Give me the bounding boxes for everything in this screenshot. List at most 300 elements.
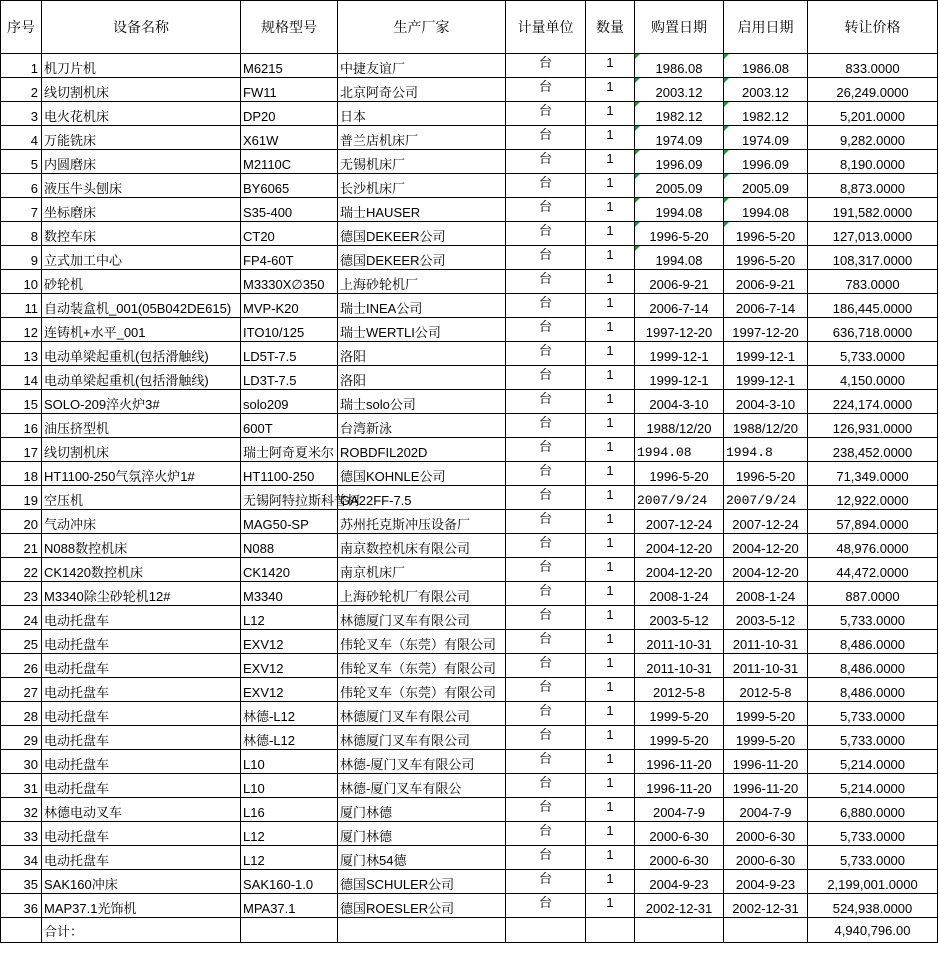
purchase-date-cell[interactable]: 2000-6-30 (635, 822, 724, 846)
purchase-date-cell[interactable]: 2011-10-31 (635, 630, 724, 654)
purchase-date-cell[interactable]: 1996-5-20 (635, 222, 724, 246)
row-index-cell[interactable]: 30 (1, 750, 42, 774)
unit-cell[interactable]: 台 (506, 750, 586, 774)
header-transfer-price[interactable]: 转让价格 (808, 1, 938, 54)
row-index-cell[interactable]: 2 (1, 78, 42, 102)
equipment-name-cell[interactable]: 万能铣床 (42, 126, 241, 150)
manufacturer-cell[interactable]: 无锡机床厂 (338, 150, 506, 174)
start-date-cell[interactable]: 1996.09 (724, 150, 808, 174)
quantity-cell[interactable]: 1 (586, 846, 635, 870)
start-date-cell[interactable]: 1994.8 (724, 438, 808, 462)
quantity-cell[interactable]: 1 (586, 798, 635, 822)
row-index-cell[interactable]: 12 (1, 318, 42, 342)
purchase-date-cell[interactable]: 2004-12-20 (635, 534, 724, 558)
start-date-cell[interactable]: 2008-1-24 (724, 582, 808, 606)
quantity-cell[interactable]: 1 (586, 486, 635, 510)
model-number-cell[interactable]: 600T (241, 414, 338, 438)
row-index-cell[interactable]: 17 (1, 438, 42, 462)
manufacturer-cell[interactable]: 林德厦门叉车有限公司 (338, 726, 506, 750)
model-number-cell[interactable]: LD5T-7.5 (241, 342, 338, 366)
row-index-cell[interactable]: 25 (1, 630, 42, 654)
quantity-cell[interactable]: 1 (586, 222, 635, 246)
manufacturer-cell[interactable]: 台湾新泳 (338, 414, 506, 438)
row-index-cell[interactable]: 9 (1, 246, 42, 270)
purchase-date-cell[interactable]: 2003-5-12 (635, 606, 724, 630)
purchase-date-cell[interactable]: 2002-12-31 (635, 894, 724, 918)
row-index-cell[interactable]: 3 (1, 102, 42, 126)
transfer-price-cell[interactable]: 8,486.0000 (808, 630, 938, 654)
equipment-name-cell[interactable]: 数控车床 (42, 222, 241, 246)
header-unit[interactable]: 计量单位 (506, 1, 586, 54)
start-date-cell[interactable]: 2007-12-24 (724, 510, 808, 534)
transfer-price-cell[interactable]: 4,150.0000 (808, 366, 938, 390)
transfer-price-cell[interactable]: 5,214.0000 (808, 774, 938, 798)
quantity-cell[interactable]: 1 (586, 726, 635, 750)
transfer-price-cell[interactable]: 127,013.0000 (808, 222, 938, 246)
unit-cell[interactable]: 台 (506, 318, 586, 342)
model-number-cell[interactable]: 林德-L12 (241, 702, 338, 726)
unit-cell[interactable]: 台 (506, 54, 586, 78)
start-date-cell[interactable]: 2011-10-31 (724, 630, 808, 654)
unit-cell[interactable]: 台 (506, 246, 586, 270)
total-value[interactable]: 4,940,796.00 (808, 918, 938, 943)
start-date-cell[interactable]: 1986.08 (724, 54, 808, 78)
purchase-date-cell[interactable]: 2000-6-30 (635, 846, 724, 870)
row-index-cell[interactable]: 4 (1, 126, 42, 150)
transfer-price-cell[interactable]: 224,174.0000 (808, 390, 938, 414)
equipment-name-cell[interactable]: 连铸机+水平_001 (42, 318, 241, 342)
start-date-cell[interactable]: 1988/12/20 (724, 414, 808, 438)
manufacturer-cell[interactable]: ROBDFIL202D (338, 438, 506, 462)
equipment-name-cell[interactable]: 空压机 (42, 486, 241, 510)
header-manufacturer[interactable]: 生产厂家 (338, 1, 506, 54)
quantity-cell[interactable]: 1 (586, 414, 635, 438)
equipment-name-cell[interactable]: 电火花机床 (42, 102, 241, 126)
row-index-cell[interactable]: 13 (1, 342, 42, 366)
transfer-price-cell[interactable]: 2,199,001.0000 (808, 870, 938, 894)
start-date-cell[interactable]: 2006-9-21 (724, 270, 808, 294)
transfer-price-cell[interactable]: 5,733.0000 (808, 702, 938, 726)
purchase-date-cell[interactable]: 1994.08 (635, 246, 724, 270)
model-number-cell[interactable]: L12 (241, 606, 338, 630)
unit-cell[interactable]: 台 (506, 510, 586, 534)
unit-cell[interactable]: 台 (506, 702, 586, 726)
row-index-cell[interactable]: 1 (1, 54, 42, 78)
unit-cell[interactable]: 台 (506, 630, 586, 654)
purchase-date-cell[interactable]: 2006-7-14 (635, 294, 724, 318)
equipment-name-cell[interactable]: 电动托盘车 (42, 630, 241, 654)
quantity-cell[interactable]: 1 (586, 390, 635, 414)
transfer-price-cell[interactable]: 191,582.0000 (808, 198, 938, 222)
equipment-name-cell[interactable]: 线切割机床 (42, 438, 241, 462)
total-cell-empty[interactable] (724, 918, 808, 943)
purchase-date-cell[interactable]: 2004-3-10 (635, 390, 724, 414)
start-date-cell[interactable]: 2000-6-30 (724, 846, 808, 870)
purchase-date-cell[interactable]: 1999-5-20 (635, 702, 724, 726)
manufacturer-cell[interactable]: 苏州托克斯冲压设备厂 (338, 510, 506, 534)
equipment-name-cell[interactable]: 电动托盘车 (42, 750, 241, 774)
unit-cell[interactable]: 台 (506, 102, 586, 126)
model-number-cell[interactable]: S35-400 (241, 198, 338, 222)
transfer-price-cell[interactable]: 71,349.0000 (808, 462, 938, 486)
equipment-name-cell[interactable]: 电动托盘车 (42, 702, 241, 726)
model-number-cell[interactable]: FW11 (241, 78, 338, 102)
quantity-cell[interactable]: 1 (586, 822, 635, 846)
transfer-price-cell[interactable]: 8,486.0000 (808, 654, 938, 678)
transfer-price-cell[interactable]: 238,452.0000 (808, 438, 938, 462)
unit-cell[interactable]: 台 (506, 654, 586, 678)
model-number-cell[interactable]: N088 (241, 534, 338, 558)
start-date-cell[interactable]: 2000-6-30 (724, 822, 808, 846)
unit-cell[interactable]: 台 (506, 678, 586, 702)
unit-cell[interactable]: 台 (506, 726, 586, 750)
header-model[interactable]: 规格型号 (241, 1, 338, 54)
purchase-date-cell[interactable]: 2008-1-24 (635, 582, 724, 606)
model-number-cell[interactable]: L12 (241, 846, 338, 870)
purchase-date-cell[interactable]: 1997-12-20 (635, 318, 724, 342)
manufacturer-cell[interactable]: 德国SCHULER公司 (338, 870, 506, 894)
manufacturer-cell[interactable]: 瑞士WERTLI公司 (338, 318, 506, 342)
manufacturer-cell[interactable]: 德国DEKEER公司 (338, 222, 506, 246)
purchase-date-cell[interactable]: 1996-11-20 (635, 750, 724, 774)
model-number-cell[interactable]: L16 (241, 798, 338, 822)
manufacturer-cell[interactable]: 林德-厦门叉车有限公司 (338, 750, 506, 774)
transfer-price-cell[interactable]: 8,873.0000 (808, 174, 938, 198)
unit-cell[interactable]: 台 (506, 846, 586, 870)
total-cell-empty[interactable] (241, 918, 338, 943)
row-index-cell[interactable]: 18 (1, 462, 42, 486)
unit-cell[interactable]: 台 (506, 462, 586, 486)
model-number-cell[interactable]: M6215 (241, 54, 338, 78)
unit-cell[interactable]: 台 (506, 174, 586, 198)
row-index-cell[interactable]: 11 (1, 294, 42, 318)
unit-cell[interactable]: 台 (506, 894, 586, 918)
equipment-name-cell[interactable]: SOLO-209淬火炉3# (42, 390, 241, 414)
model-number-cell[interactable]: L10 (241, 774, 338, 798)
unit-cell[interactable]: 台 (506, 294, 586, 318)
model-number-cell[interactable]: HT1100-250 (241, 462, 338, 486)
equipment-name-cell[interactable]: 电动托盘车 (42, 822, 241, 846)
purchase-date-cell[interactable]: 2004-7-9 (635, 798, 724, 822)
quantity-cell[interactable]: 1 (586, 318, 635, 342)
quantity-cell[interactable]: 1 (586, 678, 635, 702)
quantity-cell[interactable]: 1 (586, 366, 635, 390)
quantity-cell[interactable]: 1 (586, 534, 635, 558)
model-number-cell[interactable]: EXV12 (241, 654, 338, 678)
equipment-name-cell[interactable]: 电动单梁起重机(包括滑触线) (42, 342, 241, 366)
row-index-cell[interactable]: 7 (1, 198, 42, 222)
purchase-date-cell[interactable]: 1996.09 (635, 150, 724, 174)
start-date-cell[interactable]: 1999-5-20 (724, 726, 808, 750)
transfer-price-cell[interactable]: 126,931.0000 (808, 414, 938, 438)
start-date-cell[interactable]: 2004-12-20 (724, 534, 808, 558)
start-date-cell[interactable]: 1996-5-20 (724, 222, 808, 246)
equipment-name-cell[interactable]: 电动托盘车 (42, 726, 241, 750)
quantity-cell[interactable]: 1 (586, 150, 635, 174)
transfer-price-cell[interactable]: 12,922.0000 (808, 486, 938, 510)
manufacturer-cell[interactable]: 厦门林54德 (338, 846, 506, 870)
purchase-date-cell[interactable]: 1974.09 (635, 126, 724, 150)
equipment-name-cell[interactable]: CK1420数控机床 (42, 558, 241, 582)
unit-cell[interactable]: 台 (506, 870, 586, 894)
transfer-price-cell[interactable]: 6,880.0000 (808, 798, 938, 822)
equipment-name-cell[interactable]: 立式加工中心 (42, 246, 241, 270)
equipment-name-cell[interactable]: 机刀片机 (42, 54, 241, 78)
model-number-cell[interactable]: X61W (241, 126, 338, 150)
start-date-cell[interactable]: 1996-5-20 (724, 462, 808, 486)
unit-cell[interactable]: 台 (506, 222, 586, 246)
quantity-cell[interactable]: 1 (586, 102, 635, 126)
manufacturer-cell[interactable]: 德国DEKEER公司 (338, 246, 506, 270)
model-number-cell[interactable]: 瑞士阿奇夏米尔 (241, 438, 338, 462)
purchase-date-cell[interactable]: 1988/12/20 (635, 414, 724, 438)
quantity-cell[interactable]: 1 (586, 174, 635, 198)
row-index-cell[interactable]: 5 (1, 150, 42, 174)
total-cell-empty[interactable] (506, 918, 586, 943)
equipment-name-cell[interactable]: 电动单梁起重机(包括滑触线) (42, 366, 241, 390)
row-index-cell[interactable]: 6 (1, 174, 42, 198)
model-number-cell[interactable]: L10 (241, 750, 338, 774)
transfer-price-cell[interactable]: 887.0000 (808, 582, 938, 606)
model-number-cell[interactable]: SAK160-1.0 (241, 870, 338, 894)
unit-cell[interactable]: 台 (506, 798, 586, 822)
quantity-cell[interactable]: 1 (586, 774, 635, 798)
quantity-cell[interactable]: 1 (586, 630, 635, 654)
total-cell-empty[interactable] (1, 918, 42, 943)
model-number-cell[interactable]: MAG50-SP (241, 510, 338, 534)
purchase-date-cell[interactable]: 1996-5-20 (635, 462, 724, 486)
quantity-cell[interactable]: 1 (586, 606, 635, 630)
unit-cell[interactable]: 台 (506, 486, 586, 510)
purchase-date-cell[interactable]: 1999-12-1 (635, 366, 724, 390)
start-date-cell[interactable]: 1997-12-20 (724, 318, 808, 342)
model-number-cell[interactable]: M3340 (241, 582, 338, 606)
start-date-cell[interactable]: 2004-7-9 (724, 798, 808, 822)
manufacturer-cell[interactable]: 德国KOHNLE公司 (338, 462, 506, 486)
quantity-cell[interactable]: 1 (586, 702, 635, 726)
manufacturer-cell[interactable]: 南京机床厂 (338, 558, 506, 582)
equipment-name-cell[interactable]: 砂轮机 (42, 270, 241, 294)
start-date-cell[interactable]: 1996-11-20 (724, 750, 808, 774)
manufacturer-cell[interactable]: 伟轮叉车（东莞）有限公司 (338, 678, 506, 702)
header-start-date[interactable]: 启用日期 (724, 1, 808, 54)
unit-cell[interactable]: 台 (506, 414, 586, 438)
quantity-cell[interactable]: 1 (586, 750, 635, 774)
purchase-date-cell[interactable]: 1994.08 (635, 438, 724, 462)
model-number-cell[interactable]: BY6065 (241, 174, 338, 198)
transfer-price-cell[interactable]: 636,718.0000 (808, 318, 938, 342)
manufacturer-cell[interactable]: 伟轮叉车（东莞）有限公司 (338, 630, 506, 654)
transfer-price-cell[interactable]: 5,214.0000 (808, 750, 938, 774)
quantity-cell[interactable]: 1 (586, 54, 635, 78)
unit-cell[interactable]: 台 (506, 126, 586, 150)
model-number-cell[interactable]: MVP-K20 (241, 294, 338, 318)
row-index-cell[interactable]: 15 (1, 390, 42, 414)
purchase-date-cell[interactable]: 1999-12-1 (635, 342, 724, 366)
total-cell-empty[interactable] (586, 918, 635, 943)
start-date-cell[interactable]: 2003.12 (724, 78, 808, 102)
start-date-cell[interactable]: 1974.09 (724, 126, 808, 150)
manufacturer-cell[interactable]: 厦门林德 (338, 822, 506, 846)
quantity-cell[interactable]: 1 (586, 246, 635, 270)
model-number-cell[interactable]: DP20 (241, 102, 338, 126)
manufacturer-cell[interactable]: 洛阳 (338, 342, 506, 366)
start-date-cell[interactable]: 2012-5-8 (724, 678, 808, 702)
purchase-date-cell[interactable]: 2006-9-21 (635, 270, 724, 294)
manufacturer-cell[interactable]: 北京阿奇公司 (338, 78, 506, 102)
start-date-cell[interactable]: 2002-12-31 (724, 894, 808, 918)
equipment-name-cell[interactable]: 电动托盘车 (42, 678, 241, 702)
model-number-cell[interactable]: FP4-60T (241, 246, 338, 270)
quantity-cell[interactable]: 1 (586, 126, 635, 150)
equipment-name-cell[interactable]: SAK160冲床 (42, 870, 241, 894)
start-date-cell[interactable]: 2004-3-10 (724, 390, 808, 414)
model-number-cell[interactable]: M2110C (241, 150, 338, 174)
transfer-price-cell[interactable]: 186,445.0000 (808, 294, 938, 318)
purchase-date-cell[interactable]: 1996-11-20 (635, 774, 724, 798)
purchase-date-cell[interactable]: 1999-5-20 (635, 726, 724, 750)
start-date-cell[interactable]: 1999-12-1 (724, 366, 808, 390)
row-index-cell[interactable]: 14 (1, 366, 42, 390)
purchase-date-cell[interactable]: 2004-12-20 (635, 558, 724, 582)
unit-cell[interactable]: 台 (506, 582, 586, 606)
model-number-cell[interactable]: EXV12 (241, 630, 338, 654)
quantity-cell[interactable]: 1 (586, 198, 635, 222)
quantity-cell[interactable]: 1 (586, 870, 635, 894)
transfer-price-cell[interactable]: 44,472.0000 (808, 558, 938, 582)
quantity-cell[interactable]: 1 (586, 438, 635, 462)
transfer-price-cell[interactable]: 5,201.0000 (808, 102, 938, 126)
manufacturer-cell[interactable]: 林德-厦门叉车有限公 (338, 774, 506, 798)
start-date-cell[interactable]: 2003-5-12 (724, 606, 808, 630)
manufacturer-cell[interactable]: 伟轮叉车（东莞）有限公司 (338, 654, 506, 678)
purchase-date-cell[interactable]: 2012-5-8 (635, 678, 724, 702)
manufacturer-cell[interactable]: 普兰店机床厂 (338, 126, 506, 150)
manufacturer-cell[interactable]: 林德厦门叉车有限公司 (338, 702, 506, 726)
model-number-cell[interactable]: ITO10/125 (241, 318, 338, 342)
row-index-cell[interactable]: 23 (1, 582, 42, 606)
equipment-name-cell[interactable]: M3340除尘砂轮机12# (42, 582, 241, 606)
model-number-cell[interactable]: MPA37.1 (241, 894, 338, 918)
transfer-price-cell[interactable]: 5,733.0000 (808, 822, 938, 846)
header-purchase-date[interactable]: 购置日期 (635, 1, 724, 54)
unit-cell[interactable]: 台 (506, 270, 586, 294)
manufacturer-cell[interactable]: 南京数控机床有限公司 (338, 534, 506, 558)
equipment-name-cell[interactable]: N088数控机床 (42, 534, 241, 558)
model-number-cell[interactable]: solo209 (241, 390, 338, 414)
purchase-date-cell[interactable]: 2003.12 (635, 78, 724, 102)
purchase-date-cell[interactable]: 2011-10-31 (635, 654, 724, 678)
start-date-cell[interactable]: 1999-12-1 (724, 342, 808, 366)
row-index-cell[interactable]: 34 (1, 846, 42, 870)
quantity-cell[interactable]: 1 (586, 270, 635, 294)
transfer-price-cell[interactable]: 5,733.0000 (808, 846, 938, 870)
model-number-cell[interactable]: CT20 (241, 222, 338, 246)
quantity-cell[interactable]: 1 (586, 558, 635, 582)
transfer-price-cell[interactable]: 5,733.0000 (808, 726, 938, 750)
model-number-cell[interactable]: 无锡阿特拉斯科普柯 (241, 486, 338, 510)
unit-cell[interactable]: 台 (506, 366, 586, 390)
model-number-cell[interactable]: L12 (241, 822, 338, 846)
start-date-cell[interactable]: 2004-9-23 (724, 870, 808, 894)
equipment-name-cell[interactable]: 坐标磨床 (42, 198, 241, 222)
manufacturer-cell[interactable]: 洛阳 (338, 366, 506, 390)
row-index-cell[interactable]: 33 (1, 822, 42, 846)
row-index-cell[interactable]: 22 (1, 558, 42, 582)
unit-cell[interactable]: 台 (506, 390, 586, 414)
purchase-date-cell[interactable]: 2005.09 (635, 174, 724, 198)
transfer-price-cell[interactable]: 783.0000 (808, 270, 938, 294)
manufacturer-cell[interactable]: 长沙机床厂 (338, 174, 506, 198)
manufacturer-cell[interactable]: 上海砂轮机厂 (338, 270, 506, 294)
quantity-cell[interactable]: 1 (586, 654, 635, 678)
model-number-cell[interactable]: M3330X∅350 (241, 270, 338, 294)
quantity-cell[interactable]: 1 (586, 462, 635, 486)
row-index-cell[interactable]: 31 (1, 774, 42, 798)
transfer-price-cell[interactable]: 524,938.0000 (808, 894, 938, 918)
row-index-cell[interactable]: 35 (1, 870, 42, 894)
row-index-cell[interactable]: 24 (1, 606, 42, 630)
purchase-date-cell[interactable]: 1994.08 (635, 198, 724, 222)
row-index-cell[interactable]: 26 (1, 654, 42, 678)
manufacturer-cell[interactable]: 中捷友谊厂 (338, 54, 506, 78)
row-index-cell[interactable]: 32 (1, 798, 42, 822)
equipment-name-cell[interactable]: 电动托盘车 (42, 606, 241, 630)
start-date-cell[interactable]: 2004-12-20 (724, 558, 808, 582)
transfer-price-cell[interactable]: 57,894.0000 (808, 510, 938, 534)
unit-cell[interactable]: 台 (506, 534, 586, 558)
total-cell-empty[interactable] (338, 918, 506, 943)
start-date-cell[interactable]: 1999-5-20 (724, 702, 808, 726)
start-date-cell[interactable]: 1982.12 (724, 102, 808, 126)
transfer-price-cell[interactable]: 5,733.0000 (808, 342, 938, 366)
start-date-cell[interactable]: 2005.09 (724, 174, 808, 198)
row-index-cell[interactable]: 8 (1, 222, 42, 246)
manufacturer-cell[interactable]: 日本 (338, 102, 506, 126)
model-number-cell[interactable]: CK1420 (241, 558, 338, 582)
equipment-name-cell[interactable]: 液压牛头刨床 (42, 174, 241, 198)
header-quantity[interactable]: 数量 (586, 1, 635, 54)
manufacturer-cell[interactable]: 上海砂轮机厂有限公司 (338, 582, 506, 606)
unit-cell[interactable]: 台 (506, 150, 586, 174)
manufacturer-cell[interactable]: 瑞士HAUSER (338, 198, 506, 222)
unit-cell[interactable]: 台 (506, 342, 586, 366)
row-index-cell[interactable]: 36 (1, 894, 42, 918)
equipment-name-cell[interactable]: MAP37.1光饰机 (42, 894, 241, 918)
transfer-price-cell[interactable]: 48,976.0000 (808, 534, 938, 558)
header-equipment-name[interactable]: 设备名称 (42, 1, 241, 54)
row-index-cell[interactable]: 16 (1, 414, 42, 438)
equipment-name-cell[interactable]: 气动冲床 (42, 510, 241, 534)
transfer-price-cell[interactable]: 5,733.0000 (808, 606, 938, 630)
manufacturer-cell[interactable]: 德国ROESLER公司 (338, 894, 506, 918)
start-date-cell[interactable]: 1994.08 (724, 198, 808, 222)
unit-cell[interactable]: 台 (506, 438, 586, 462)
total-label[interactable]: 合计： (42, 918, 241, 943)
manufacturer-cell[interactable]: 瑞士INEA公司 (338, 294, 506, 318)
unit-cell[interactable]: 台 (506, 822, 586, 846)
unit-cell[interactable]: 台 (506, 558, 586, 582)
total-cell-empty[interactable] (635, 918, 724, 943)
quantity-cell[interactable]: 1 (586, 510, 635, 534)
row-index-cell[interactable]: 10 (1, 270, 42, 294)
manufacturer-cell[interactable]: GA22FF-7.5 (338, 486, 506, 510)
transfer-price-cell[interactable]: 8,190.0000 (808, 150, 938, 174)
start-date-cell[interactable]: 2007/9/24 (724, 486, 808, 510)
row-index-cell[interactable]: 27 (1, 678, 42, 702)
purchase-date-cell[interactable]: 1982.12 (635, 102, 724, 126)
equipment-name-cell[interactable]: 林德电动叉车 (42, 798, 241, 822)
